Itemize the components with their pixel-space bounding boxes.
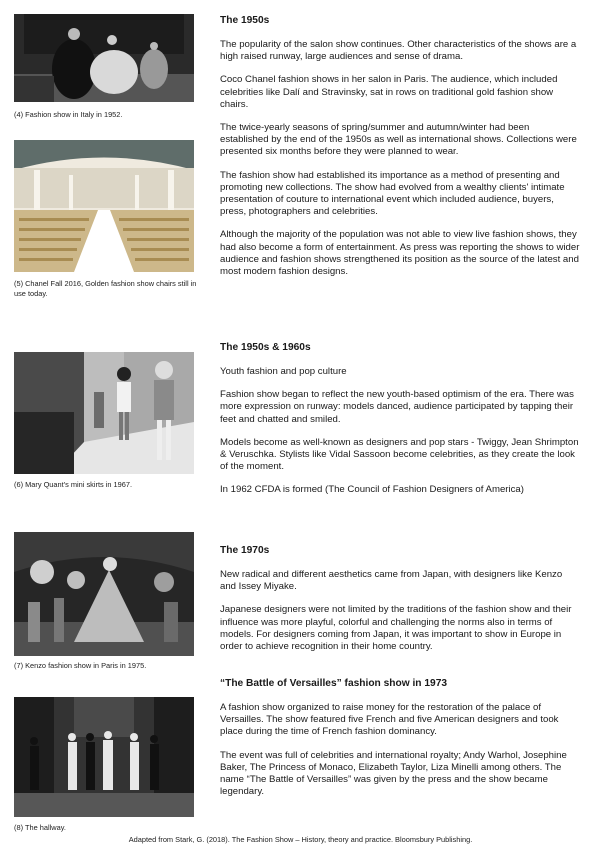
paragraph: Coco Chanel fashion shows in her salon in Paris. The audience, which included celebrities like Dalí and Stravinsky, sat in rows on traditional gold fashion show chairs. xyxy=(220,74,558,110)
photo-caption: (8) The hallway. xyxy=(14,823,66,832)
photo-caption: (6) Mary Quant's mini skirts in 1967. xyxy=(14,480,133,489)
section-battle-of-versailles xyxy=(220,677,580,809)
photo-mary-quant-1967 xyxy=(14,352,194,474)
photo-caption: (4) Fashion show in Italy in 1952. xyxy=(14,110,123,119)
paragraph: The event was full of celebrities and international royalty; Andy Warhol, Josephine Baker, The Princess of Monaco, Elizabeth Taylor, Liza Minelli among others. The name “The Battle of Versailles” was given by the press and the show became legendary. xyxy=(220,749,567,798)
photo-hallway xyxy=(14,697,194,817)
section-title: The 1950s xyxy=(220,15,270,26)
paragraph: The fashion show had established its importance as a method of presenting and promoting new collections. The show had evolved from a wealthy clients' intimate presentation of couture to international event which included audience, buyers, press, photographers and celebrities. xyxy=(220,169,565,218)
section-title: The 1970s xyxy=(220,545,270,556)
paragraph: In 1962 CFDA is formed (The Council of Fashion Designers of America) xyxy=(220,484,524,496)
paragraph: The popularity of the salon show continues. Other characteristics of the shows are a high raised runway, large audiences and sense of drama. xyxy=(220,39,577,63)
paragraph: Youth fashion and pop culture xyxy=(220,366,347,377)
paragraph: Fashion show began to reflect the new youth-based optimism of the era. There was more expression on runway: models danced, audience participated by tapping their feet and chatted and smiled. xyxy=(220,389,574,425)
section-title: “The Battle of Versailles” fashion show in 1973 xyxy=(220,678,448,689)
photo-caption: (5) Chanel Fall 2016, Golden fashion show chairs still in use today. xyxy=(14,279,197,298)
paragraph: Although the majority of the population was not able to view live fashion shows, they had also become a form of entertainment. As press was reporting the shows to wider audience and fashion shows strengthened its position as the source of the latest and most modern fashion designs. xyxy=(220,229,580,278)
photo-fashion-show-italy-1952 xyxy=(14,14,194,102)
section-title: The 1950s & 1960s xyxy=(220,342,311,353)
paragraph: Models become as well-known as designers and pop stars - Twiggy, Jean Shrimpton & Veruschka. Stylists like Vidal Sassoon become celebrities, as they create the look of the moment. xyxy=(220,436,579,473)
photo-chanel-fall-2016 xyxy=(14,140,194,272)
section-1950s xyxy=(220,14,580,289)
section-1970s xyxy=(220,544,580,664)
paragraph: The twice-yearly seasons of spring/summer and autumn/winter had been established by the end of the 1950s as well as international shows. Collections were presented six months before they were planned to wear. xyxy=(220,122,577,158)
paragraph: New radical and different aesthetics came from Japan, with designers like Kenzo and Issey Miyake. xyxy=(220,569,563,593)
photo-kenzo-paris-1975 xyxy=(14,532,194,656)
paragraph: Japanese designers were not limited by the traditions of the fashion show and their influence was more playful, colorful and challenging the norms also in terms of models. For designers coming from Japan, it was important to show in Europe in order to achieve recognition in their home country. xyxy=(220,604,572,653)
paragraph: A fashion show organized to raise money for the restoration of the palace of Versailles. The show featured five French and five American designers and took place during the time of French fashion dominancy. xyxy=(220,702,559,738)
photo-caption: (7) Kenzo fashion show in Paris in 1975. xyxy=(14,661,147,670)
source-citation: Adapted from Stark, G. (2018). The Fashion Show – History, theory and practice. Bloomsbury Publishing. xyxy=(128,835,473,844)
section-1950s-1960s xyxy=(220,341,580,508)
